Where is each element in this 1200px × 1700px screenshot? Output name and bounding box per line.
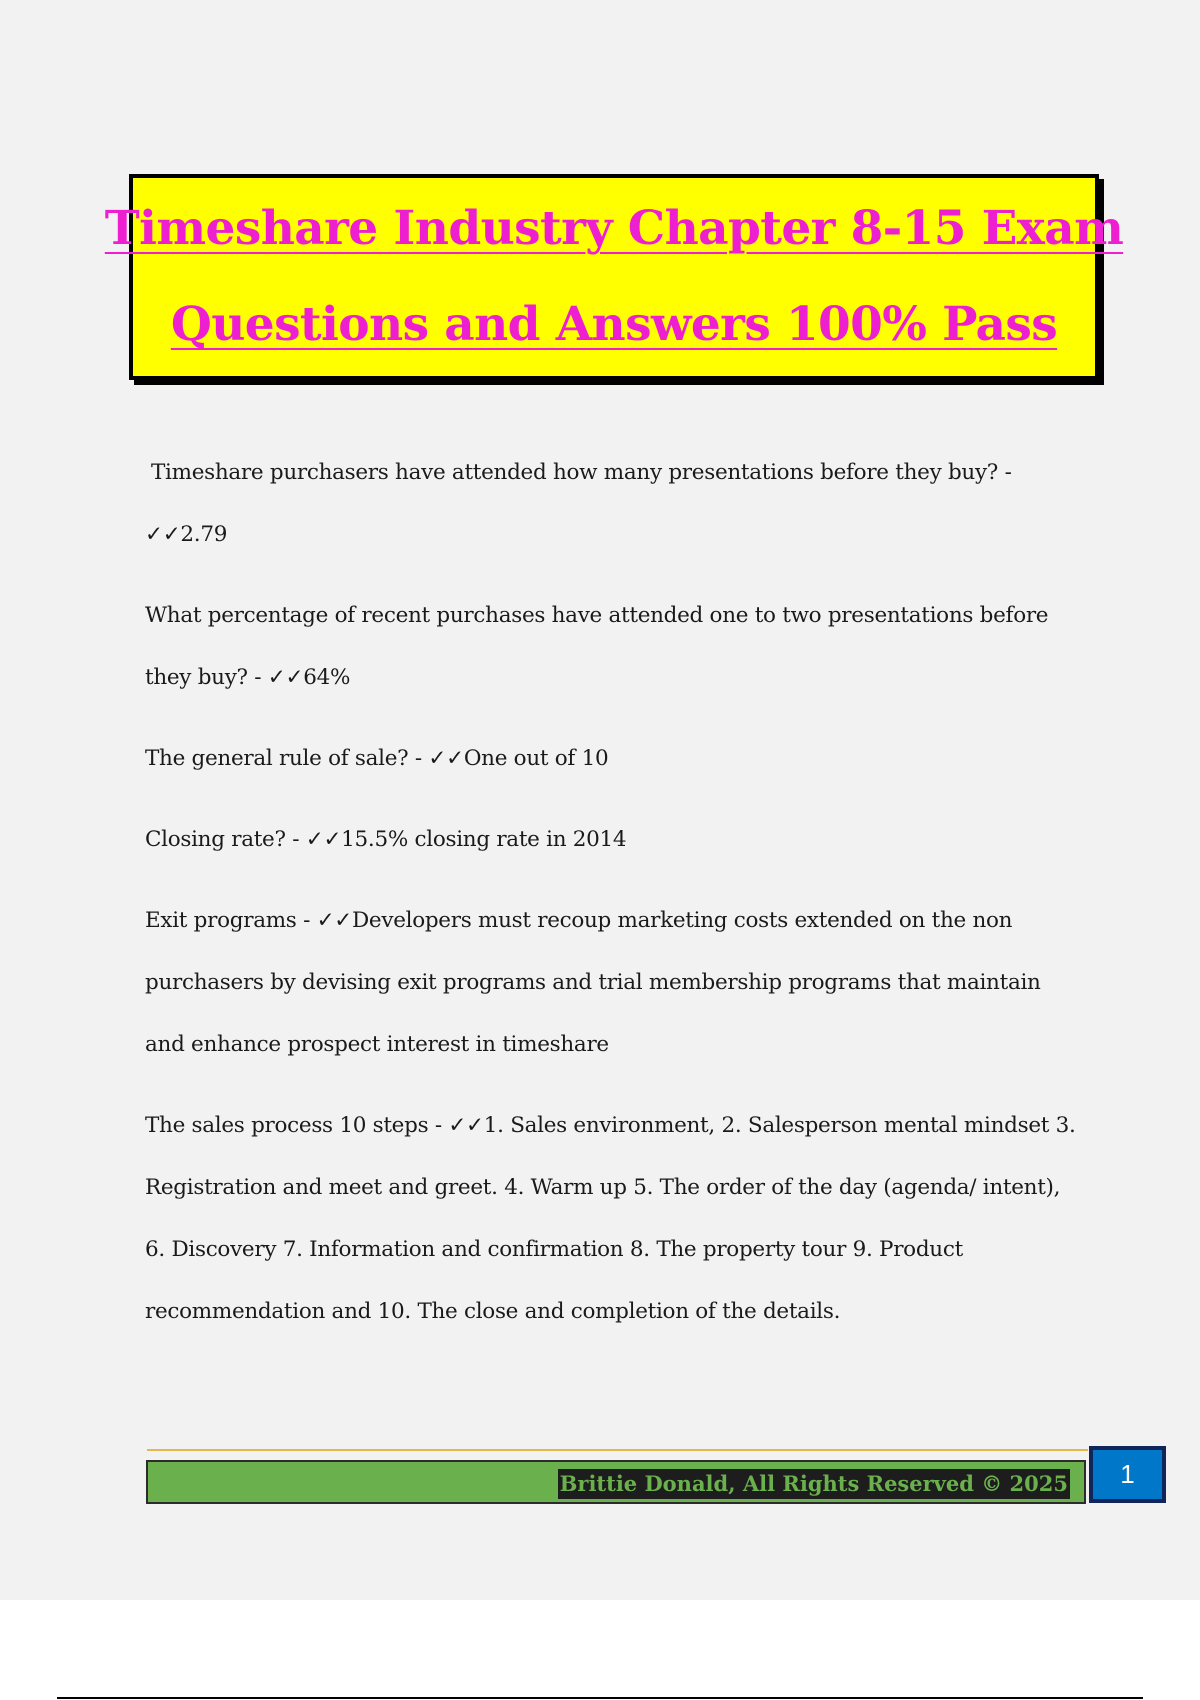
qa-text-line: Exit programs - ✓✓Developers must recoup marketing costs extended on the non — [145, 908, 1013, 933]
qa-item-closing-rate — [145, 809, 1085, 871]
qa-text-line: purchasers by devising exit programs and trial membership programs that maintain — [145, 970, 1041, 995]
page-number: 1 — [1120, 1459, 1135, 1489]
title-box — [104, 174, 1124, 380]
footer-divider — [147, 1449, 1088, 1451]
page-break-line — [57, 1697, 1143, 1699]
qa-text-line: The sales process 10 steps - ✓✓1. Sales environment, 2. Salesperson mental mindset 3. — [145, 1113, 1076, 1138]
qa-text-line: Closing rate? - ✓✓15.5% closing rate in 2014 — [145, 827, 627, 852]
qa-list — [145, 442, 1085, 1362]
qa-item-rule-of-sale — [145, 728, 1085, 790]
qa-text-line: Registration and meet and greet. 4. Warm up 5. The order of the day (agenda/ intent), — [145, 1175, 1061, 1200]
qa-item-percentage — [145, 585, 1085, 709]
qa-text-line: Timeshare purchasers have attended how many presentations before they buy? - — [151, 460, 1012, 485]
title-line-1: Timeshare Industry Chapter 8-15 Exam — [104, 201, 1124, 256]
qa-text-line: and enhance prospect interest in timeshare — [145, 1032, 609, 1057]
qa-text-line: recommendation and 10. The close and completion of the details. — [145, 1299, 841, 1324]
title-line-2: Questions and Answers 100% Pass — [170, 297, 1058, 352]
qa-answer-line: ✓✓2.79 — [145, 522, 228, 547]
qa-item-presentations — [145, 442, 1085, 566]
qa-item-sales-process — [145, 1095, 1085, 1343]
qa-text-line: What percentage of recent purchases have attended one to two presentations before — [145, 603, 1049, 628]
qa-text-line: The general rule of sale? - ✓✓One out of 10 — [145, 746, 609, 771]
copyright-text: Brittie Donald, All Rights Reserved © 2025 — [558, 1469, 1070, 1499]
qa-item-exit-programs — [145, 890, 1085, 1076]
qa-text-line: 6. Discovery 7. Information and confirmation 8. The property tour 9. Product — [145, 1237, 963, 1262]
page-number-badge — [1089, 1446, 1166, 1503]
footer-bar — [146, 1460, 1086, 1504]
qa-text-line: they buy? - ✓✓64% — [145, 665, 351, 690]
